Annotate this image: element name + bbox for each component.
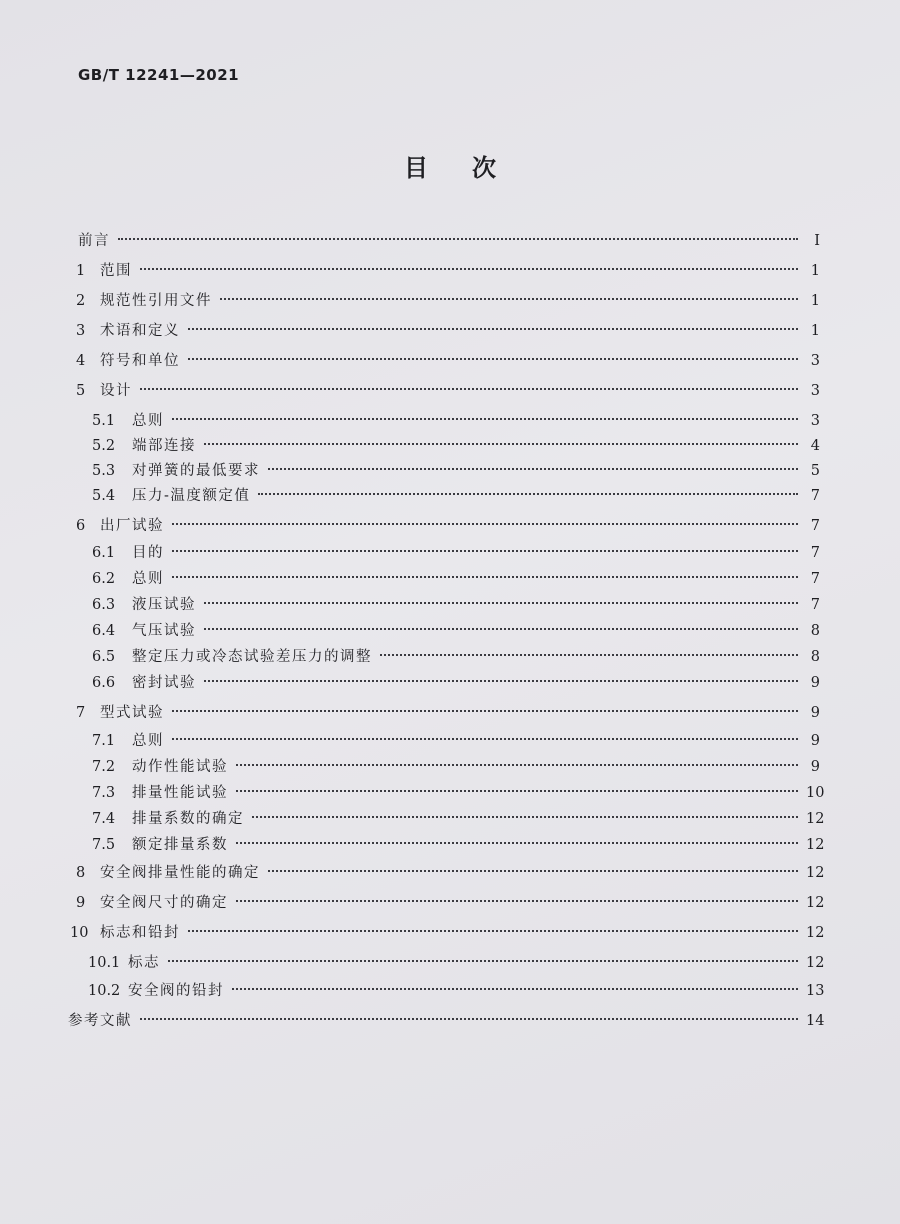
toc-entry-number: 7.5 (92, 837, 116, 853)
toc-entry-label: 术语和定义 (100, 323, 180, 339)
dot-leader (220, 298, 798, 300)
toc-entry-page: 9 (810, 759, 820, 775)
toc-entry (68, 1010, 825, 1032)
dot-leader (172, 710, 798, 712)
toc-entry-label: 安全阀的铅封 (128, 983, 224, 999)
toc-entry-label: 密封试验 (132, 675, 196, 691)
toc-entry-number: 2 (76, 293, 86, 309)
toc-entry (92, 808, 825, 830)
dot-leader (204, 443, 798, 445)
toc-entry (92, 542, 820, 564)
dot-leader (188, 328, 798, 330)
toc-entry-label: 安全阀排量性能的确定 (100, 865, 260, 881)
dot-leader (172, 523, 798, 525)
dot-leader (236, 764, 798, 766)
toc-entry (76, 892, 825, 914)
toc-entry-number: 9 (76, 895, 86, 911)
dot-leader (204, 602, 798, 604)
toc-entry-page: 9 (810, 675, 820, 691)
dot-leader (268, 870, 798, 872)
toc-entry-number: 10.2 (88, 983, 121, 999)
toc-entry-number: 5.4 (92, 488, 116, 504)
dot-leader (118, 238, 798, 240)
toc-entry-number: 7.2 (92, 759, 116, 775)
toc-entry-label: 型式试验 (100, 705, 164, 721)
dot-leader (188, 930, 798, 932)
toc-entry-number: 4 (76, 353, 86, 369)
dot-leader (268, 468, 798, 470)
toc-entry (76, 862, 825, 884)
toc-entry-label: 设计 (100, 383, 132, 399)
dot-leader (232, 988, 798, 990)
toc-entry (76, 290, 820, 312)
toc-entry-page: 1 (810, 293, 820, 309)
toc-entry-label: 端部连接 (132, 438, 196, 454)
toc-entry-page: 7 (810, 488, 820, 504)
dot-leader (252, 816, 798, 818)
toc-entry (92, 594, 820, 616)
toc-entry-label: 气压试验 (132, 623, 196, 639)
toc-entry-number: 6.5 (92, 649, 116, 665)
toc-entry-number: 3 (76, 323, 86, 339)
toc-entry (92, 568, 820, 590)
toc-entry-number: 7 (76, 705, 86, 721)
toc-entry-label: 排量系数的确定 (132, 811, 244, 827)
toc-entry-number: 5.2 (92, 438, 116, 454)
toc-entry-label: 范围 (100, 263, 132, 279)
dot-leader (172, 738, 798, 740)
toc-entry (92, 410, 820, 432)
toc-entry-number: 10 (70, 925, 89, 941)
dot-leader (172, 550, 798, 552)
toc-entry-page: 12 (806, 865, 825, 881)
toc-entry-label: 标志 (128, 955, 160, 971)
dot-leader (140, 268, 798, 270)
toc-entry-page: 4 (810, 438, 820, 454)
toc-entry (92, 620, 820, 642)
dot-leader (380, 654, 798, 656)
toc-entry-page: 9 (810, 705, 820, 721)
dot-leader (236, 842, 798, 844)
toc-entry-page: 3 (810, 383, 820, 399)
dot-leader (204, 680, 798, 682)
dot-leader (188, 358, 798, 360)
toc-entry-number: 7.3 (92, 785, 116, 801)
toc-entry-page: 13 (806, 983, 825, 999)
toc-entry-label: 压力-温度额定值 (132, 488, 251, 504)
toc-entry-number: 5.3 (92, 463, 116, 479)
toc-entry (92, 756, 820, 778)
toc-entry-number: 6.3 (92, 597, 116, 613)
toc-entry-label: 液压试验 (132, 597, 196, 613)
toc-entry-page: 9 (810, 733, 820, 749)
toc-entry-number: 7.1 (92, 733, 116, 749)
toc-entry-page: 3 (810, 353, 820, 369)
dot-leader (236, 900, 798, 902)
dot-leader (168, 960, 798, 962)
dot-leader (172, 418, 798, 420)
toc-entry-label: 规范性引用文件 (100, 293, 212, 309)
toc-entry-label: 总则 (132, 571, 164, 587)
dot-leader (140, 388, 798, 390)
toc-entry-page: 12 (806, 895, 825, 911)
toc-entry-page: 7 (810, 545, 820, 561)
toc-entry-number: 6.4 (92, 623, 116, 639)
toc-entry (88, 952, 825, 974)
dot-leader (204, 628, 798, 630)
toc-entry-label: 标志和铅封 (100, 925, 180, 941)
toc-entry-page: 7 (810, 518, 820, 534)
toc-entry (92, 646, 820, 668)
toc-entry-page: 8 (810, 649, 820, 665)
dot-leader (172, 576, 798, 578)
toc-entry-number: 10.1 (88, 955, 121, 971)
toc-entry (92, 672, 820, 694)
toc-entry-page: 12 (806, 811, 825, 827)
toc-entry-number: 6.6 (92, 675, 116, 691)
toc-entry-label: 总则 (132, 733, 164, 749)
toc-entry-number: 7.4 (92, 811, 116, 827)
toc-entry-label: 符号和单位 (100, 353, 180, 369)
toc-entry (76, 380, 820, 402)
toc-entry-label: 参考文献 (68, 1013, 132, 1029)
toc-entry-page: 5 (810, 463, 820, 479)
toc-entry (76, 260, 820, 282)
toc-entry-number: 5 (76, 383, 86, 399)
toc-entry-label: 整定压力或冷态试验差压力的调整 (132, 649, 372, 665)
toc-entry (76, 350, 820, 372)
toc-entry-page: 3 (810, 413, 820, 429)
toc-entry-page: 12 (806, 925, 825, 941)
dot-leader (140, 1018, 798, 1020)
toc-entry-label: 对弹簧的最低要求 (132, 463, 260, 479)
standard-code: GB/T 12241—2021 (78, 66, 240, 84)
toc-entry-page: 8 (810, 623, 820, 639)
toc-entry-page: 7 (810, 597, 820, 613)
toc-entry (92, 782, 825, 804)
toc-entry (76, 515, 820, 537)
toc-entry-page: 14 (806, 1013, 825, 1029)
toc-entry-label: 出厂试验 (100, 518, 164, 534)
toc-entry (92, 435, 820, 457)
toc-entry-page: 10 (806, 785, 825, 801)
toc-entry-page: I (814, 233, 820, 249)
toc-entry (78, 230, 820, 252)
toc-title: 目次 (404, 154, 540, 182)
dot-leader (236, 790, 798, 792)
toc-entry (92, 730, 820, 752)
toc-entry-number: 6.2 (92, 571, 116, 587)
toc-entry-label: 额定排量系数 (132, 837, 228, 853)
toc-entry (92, 460, 820, 482)
toc-entry-number: 5.1 (92, 413, 116, 429)
dot-leader (258, 493, 798, 495)
toc-entry-label: 目的 (132, 545, 164, 561)
toc-entry-page: 1 (810, 263, 820, 279)
toc-entry (92, 485, 820, 507)
toc-entry-label: 安全阀尺寸的确定 (100, 895, 228, 911)
toc-entry-label: 总则 (132, 413, 164, 429)
toc-entry-label: 动作性能试验 (132, 759, 228, 775)
toc-entry (92, 834, 825, 856)
toc-entry-number: 6.1 (92, 545, 116, 561)
toc-entry-number: 6 (76, 518, 86, 534)
toc-entry-number: 1 (76, 263, 86, 279)
toc-entry (76, 320, 820, 342)
toc-entry-number: 8 (76, 865, 86, 881)
toc-entry-page: 12 (806, 955, 825, 971)
toc-entry-page: 12 (806, 837, 825, 853)
toc-entry (70, 922, 825, 944)
toc-entry-label: 前言 (78, 233, 110, 249)
toc-entry-page: 7 (810, 571, 820, 587)
toc-entry-page: 1 (810, 323, 820, 339)
toc-entry (76, 702, 820, 724)
toc-entry-label: 排量性能试验 (132, 785, 228, 801)
toc-entry (88, 980, 825, 1002)
